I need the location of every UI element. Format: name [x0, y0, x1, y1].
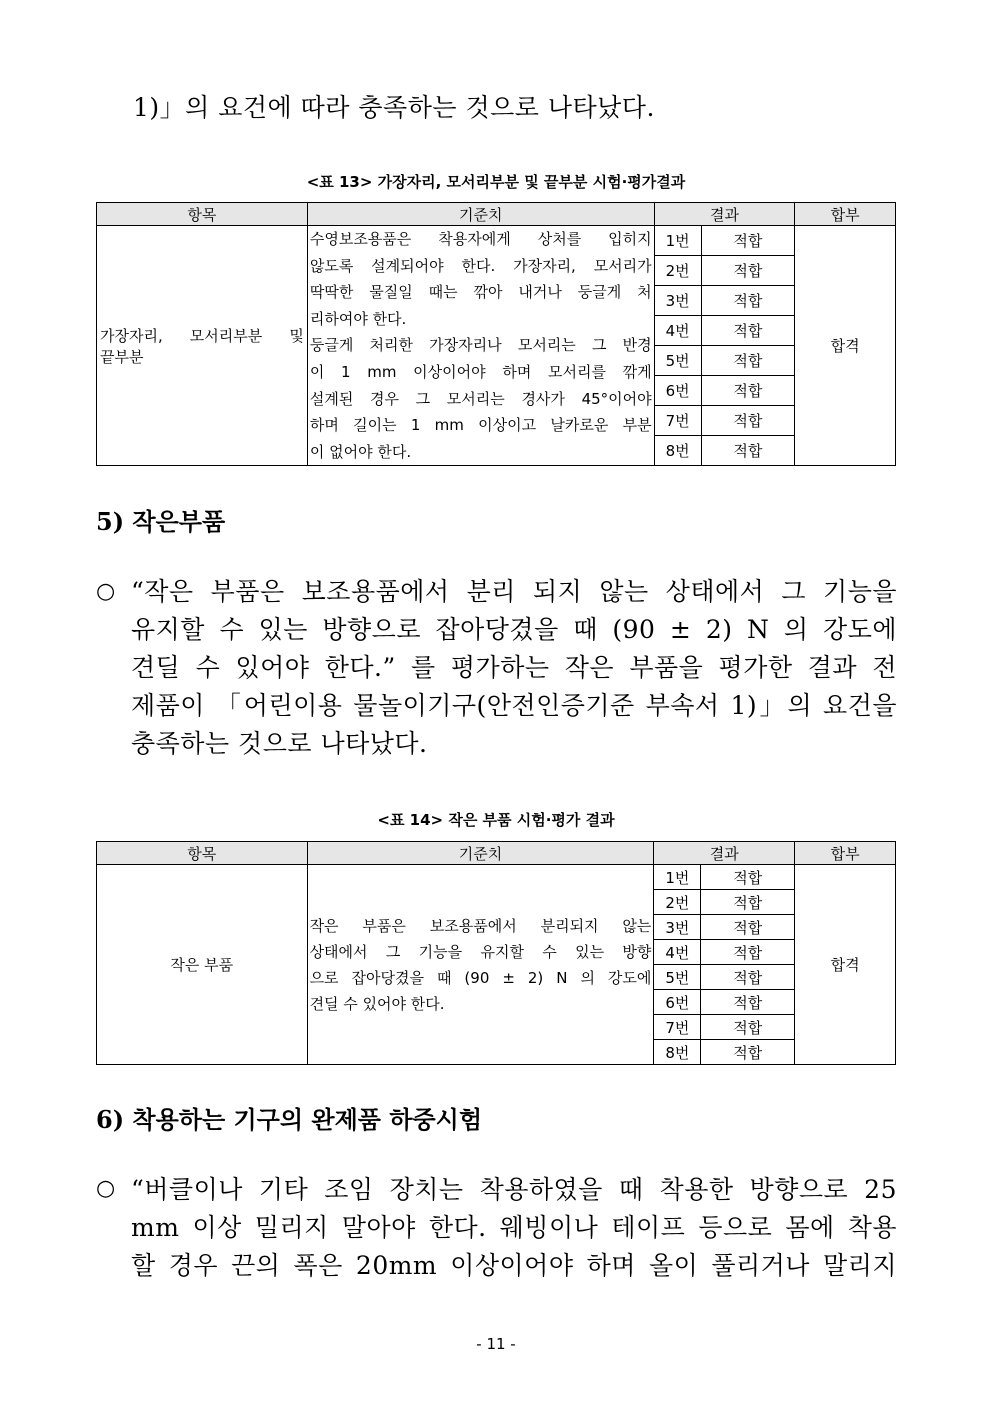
table14-caption: <표 14> 작은 부품 시험·평가 결과 — [377, 811, 615, 829]
table13-header-row — [97, 203, 896, 226]
section5-line-5: 충족하는 것으로 나타났다. — [131, 729, 428, 758]
section5-line-1: “작은 부품은 보조용품에서 분리 되지 않는 상태에서 그 기능을 — [131, 577, 897, 606]
table13-sample-result: 적합 — [701, 346, 795, 376]
table13-item-line-2: 끝부분 — [100, 347, 144, 366]
section6-bullet: ○ — [96, 1176, 116, 1201]
table13-criteria-line: 이 없어야 한다. — [309, 442, 412, 461]
table14-sample-result: 적합 — [701, 865, 795, 890]
table13-sample-no: 4번 — [654, 316, 701, 346]
table13-sample-result: 적합 — [701, 256, 795, 286]
table13-criteria-line: 리하여야 한다. — [309, 309, 407, 328]
table13-sample-no: 6번 — [654, 376, 701, 406]
table14-sample-result: 적합 — [701, 965, 795, 990]
section5-line-4: 제품이 「어린이용 물놀이기구(안전인증기준 부속서 1)」의 요건을 — [131, 691, 897, 720]
table14-sample-result: 적합 — [701, 940, 795, 965]
section6-line-2: mm 이상 밀리지 말아야 한다. 웨빙이나 테이프 등으로 몸에 착용 — [131, 1213, 897, 1242]
table13-sample-no: 7번 — [654, 406, 701, 436]
table14-sample-no: 4번 — [654, 940, 701, 965]
table13-sample-no: 1번 — [654, 226, 701, 256]
table14-header-item: 항목 — [97, 842, 308, 865]
table14-sample-no: 7번 — [654, 1015, 701, 1040]
table14-header-result: 결과 — [654, 842, 795, 865]
table14-sample-result: 적합 — [701, 890, 795, 915]
table13-sample-no: 3번 — [654, 286, 701, 316]
intro-line: 1)」의 요건에 따라 충족하는 것으로 나타났다. — [133, 93, 655, 122]
table14-criteria-line: 으로 잡아당겼을 때 (90 ± 2) N 의 강도에 — [309, 968, 652, 987]
section6-line-1: “버클이나 기타 조임 장치는 착용하였을 때 착용한 방향으로 25 — [131, 1175, 897, 1204]
table14 — [96, 841, 896, 1065]
table13-sample-no: 2번 — [654, 256, 701, 286]
table13-sample-no: 5번 — [654, 346, 701, 376]
table13-criteria-line: 수영보조용품은 착용자에게 상처를 입히지 — [309, 230, 652, 248]
page-number: - 11 - — [476, 1335, 516, 1353]
table14-sample-result: 적합 — [701, 990, 795, 1015]
table13-sample-result: 적합 — [701, 376, 795, 406]
section6-line-3: 할 경우 끈의 폭은 20mm 이상이어야 하며 올이 풀리거나 말리지 — [131, 1251, 897, 1280]
section5-line-3: 견딜 수 있어야 한다.” 를 평가하는 작은 부품을 평가한 결과 전 — [131, 653, 897, 682]
table14-sample-result: 적합 — [701, 1015, 795, 1040]
table13-sample-result: 적합 — [701, 286, 795, 316]
table13-criteria-line: 하며 길이는 1 mm 이상이고 날카로운 부분 — [309, 416, 652, 435]
table13-criteria-line: 둥글게 처리한 가장자리나 모서리는 그 반경 — [309, 336, 652, 355]
table14-header-row — [97, 842, 896, 865]
table13-pass-cell: 합격 — [795, 226, 896, 466]
table13-criteria-line: 설계된 경우 그 모서리는 경사가 45°이어야 — [309, 389, 652, 408]
table13-criteria-cell — [307, 226, 654, 466]
table13-item-cell — [97, 226, 308, 466]
table14-sample-result: 적합 — [701, 915, 795, 940]
table13-item-line-1: 가장자리, 모서리부분 및 — [100, 326, 304, 345]
table14-criteria-line: 상태에서 그 기능을 유지할 수 있는 방향 — [309, 942, 652, 961]
table14-criteria-line: 견딜 수 있어야 한다. — [309, 994, 445, 1013]
table14-header-criteria: 기준치 — [307, 842, 654, 865]
table13-sample-result: 적합 — [701, 316, 795, 346]
table14-sample-result: 적합 — [701, 1040, 795, 1065]
table13-header-item: 항목 — [97, 203, 308, 226]
table14-sample-no: 6번 — [654, 990, 701, 1015]
table13-sample-result: 적합 — [701, 226, 795, 256]
table14-sample-no: 2번 — [654, 890, 701, 915]
table13-sample-no: 8번 — [654, 436, 701, 466]
table13-criteria-line: 딱딱한 물질일 때는 깎아 내거나 둥글게 처 — [309, 283, 652, 302]
section6-heading: 6) 착용하는 기구의 완제품 하중시험 — [96, 1105, 483, 1134]
table13-header-pass: 합부 — [795, 203, 896, 226]
table-row — [97, 865, 896, 890]
table13-caption: <표 13> 가장자리, 모서리부분 및 끝부분 시험·평가결과 — [306, 173, 686, 191]
table14-item-cell: 작은 부품 — [97, 865, 308, 1065]
table-row — [97, 226, 896, 256]
table14-pass-cell: 합격 — [795, 865, 896, 1065]
section5-heading: 5) 작은부품 — [96, 507, 226, 536]
table13-header-criteria: 기준치 — [307, 203, 654, 226]
table14-header-pass: 합부 — [795, 842, 896, 865]
table13-sample-result: 적합 — [701, 406, 795, 436]
table13-header-result: 결과 — [654, 203, 795, 226]
table14-sample-no: 5번 — [654, 965, 701, 990]
table14-criteria-line: 작은 부품은 보조용품에서 분리되지 않는 — [309, 916, 652, 935]
table14-sample-no: 8번 — [654, 1040, 701, 1065]
table13 — [96, 202, 896, 466]
section5-bullet: ○ — [96, 579, 116, 604]
table14-criteria-cell — [307, 865, 654, 1065]
table14-sample-no: 1번 — [654, 865, 701, 890]
table13-criteria-line: 이 1 mm 이상이어야 하며 모서리를 깎게 — [309, 362, 652, 381]
section5-line-2: 유지할 수 있는 방향으로 잡아당겼을 때 (90 ± 2) N 의 강도에 — [131, 615, 897, 644]
table13-criteria-line: 않도록 설계되어야 한다. 가장자리, 모서리가 — [309, 256, 652, 275]
table14-sample-no: 3번 — [654, 915, 701, 940]
table13-sample-result: 적합 — [701, 436, 795, 466]
